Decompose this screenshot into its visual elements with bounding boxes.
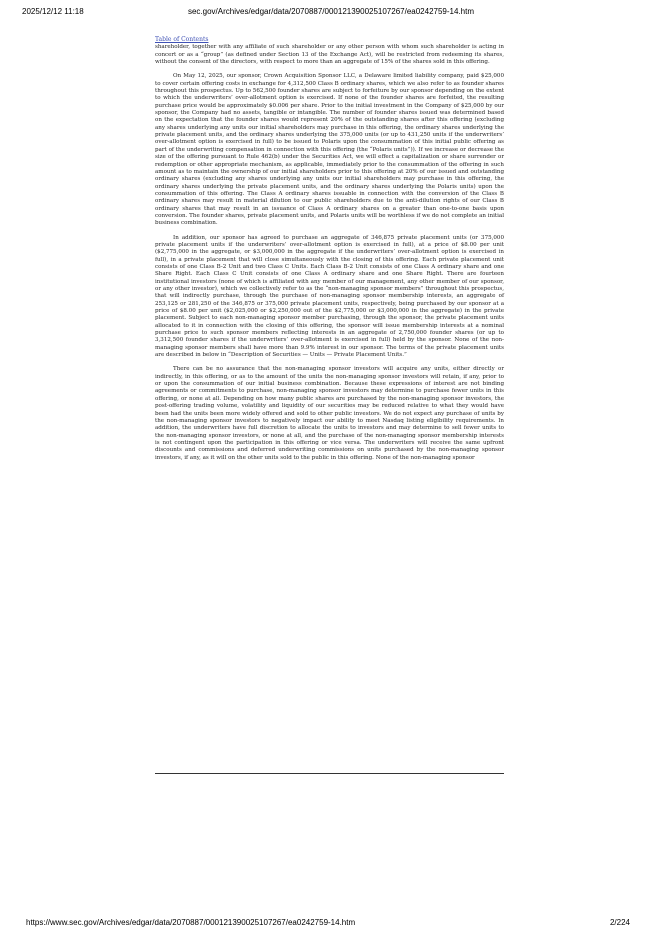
- print-header: [0, 5, 662, 19]
- print-url: https://www.sec.gov/Archives/edgar/data/2070887/000121390025107267/ea0242759-14.htm: [26, 918, 356, 927]
- print-page-number: 2/224: [609, 918, 630, 927]
- document-body: [155, 36, 504, 469]
- print-page-title: sec.gov/Archives/edgar/data/2070887/000121390025107267/ea0242759-14.htm: [187, 7, 474, 16]
- paragraph-non-managing-investors: There can be no assurance that the non-managing sponsor investors will acquire any units, either directly or indirectly, in this offering, or as to the amount of the units the non-managing sponsor investors will retain, if any, prior to or upon the consummation of our initial business combination. Because these expressions of interest are not binding agreements or commitments to purchase, non-managing sponsor investors may determine to purchase fewer units in this offering, or none at all. Depending on how many public shares are purchased by the non-managing sponsor investors, the post-offering trading volume, volatility and liquidity of our securities may be reduced relative to what they would have been had the units been more widely offered and sold to other public investors. We do not expect any purchase of units by the non-managing sponsor investors to negatively impact our ability to meet Nasdaq listing eligibility requirements. In addition, the underwriters have full discretion to allocate the units to investors and may determine to sell fewer units to the non-managing sponsor investors, or none at all, and the purchase of the non-managing sponsor membership interests is not contingent upon the participation in this offering or vice versa. The underwriters will receive the same upfront discounts and commissions and deferred underwriting commissions on units purchased by the non-managing sponsor investors, if any, as it will on the other units sold to the public in this offering. None of the non-managing sponsor: [155, 366, 504, 461]
- table-of-contents-link[interactable]: Table of Contents: [155, 36, 209, 43]
- paragraph-redemption-limit: shareholder, together with any affiliate of such shareholder or any other person with whom such shareholder is acting in concert or as a “group” (as defined under Section 13 of the Exchange Act), will be restricted from redeeming its shares, without the consent of the directors, with respect to more than an aggregate of 15% of the shares sold in this offering.: [155, 44, 504, 66]
- paragraph-founder-shares: On May 12, 2025, our sponsor, Crown Acquisition Sponsor LLC, a Delaware limited liability company, paid $25,000 to cover certain offering costs in exchange for 4,312,500 Class B ordinary shares, which we also refer to as founder shares throughout this prospectus. Up to 562,500 founder shares are subject to forfeiture by our sponsor depending on the extent to which the underwriters’ over-allotment option is exercised. If none of the founder shares are forfeited, the resulting purchase price would be approximately $0.006 per share. Prior to the initial investment in the Company of $25,000 by our sponsor, the Company had no assets, tangible or intangible. The number of founder shares issued was determined based on the expectation that the founder shares would represent 20% of the outstanding shares after this offering (excluding any shares underlying any units our initial shareholders may purchase in this offering, the ordinary shares underlying the private placement units, and the ordinary shares underlying the 375,000 units (or up to 431,250 units if the underwriters’ over-allotment option is exercised in full) to be issued to Polaris upon the consummation of this initial public offering as part of the underwriting compensation in connection with this offering (the “Polaris units”)). If we increase or decrease the size of the offering pursuant to Rule 462(b) under the Securities Act, we will effect a capitalization or share surrender or redemption or other appropriate mechanism, as applicable, immediately prior to the consummation of the offering in such amount as to maintain the ownership of our initial shareholders prior to this offering at 20% of our issued and outstanding ordinary shares (excluding any shares underlying any units our initial shareholders may purchase in this offering, the ordinary shares underlying the private placement units, and the ordinary shares underlying the Polaris units) upon the consummation of this offering. The Class A ordinary shares issuable in connection with the conversion of the Class B ordinary shares may result in material dilution to our public shareholders due to the anti-dilution rights of our Class B ordinary shares that may result in an issuance of Class A ordinary shares on a greater than one-to-one basis upon conversion. The founder shares, private placement units, and Polaris units will be worthless if we do not complete an initial business combination.: [155, 73, 504, 227]
- page-bottom-rule: [155, 773, 504, 774]
- print-datetime: 2025/12/12 11:18: [22, 7, 84, 16]
- print-footer: [0, 916, 662, 930]
- paragraph-private-placement: In addition, our sponsor has agreed to purchase an aggregate of 346,875 private placement units (or 375,000 private placement units if the underwriters’ over-allotment option is exercised in full), at a price of $8.00 per unit ($2,775,000 in the aggregate, or $3,000,000 in the aggregate if the underwriters’ over-allotment option is exercised in full), in a private placement that will close simultaneously with the closing of this offering. Each private placement unit consists of one Class B-2 Unit and two Class C Units. Each Class B-2 Unit consists of one Class A ordinary share and one Share Right. Each Class C Unit consists of one Class A ordinary share and one Share Right. There are fourteen institutional investors (none of which is affiliated with any member of our management, any other member of our sponsor, or any other investor), which we collectively refer to as the “non-managing sponsor members” throughout this prospectus, that will indirectly purchase, through the purchase of non-managing sponsor membership interests, an aggregate of 253,125 or 281,250 of the 346,875 or 375,000 private placement units, respectively, being purchased by our sponsor at a price of $8.00 per unit ($2,025,000 or $2,250,000 out of the $2,775,000 or $3,000,000 in the aggregate) in the private placement. Subject to each non-managing sponsor member purchasing, through the sponsor, the private placement units allocated to it in connection with the closing of this offering, the sponsor will issue membership interests at a nominal purchase price to such sponsor members reflecting interests in an aggregate of 2,750,000 founder shares (or up to 3,312,500 founder shares if the underwriters’ over-allotment is exercised in full) held by the sponsor. None of the non-managing sponsor members shall have more than 9.9% interest in our sponsor. The terms of the private placement units are described in below in “Description of Securities — Units — Private Placement Units.”: [155, 234, 504, 359]
